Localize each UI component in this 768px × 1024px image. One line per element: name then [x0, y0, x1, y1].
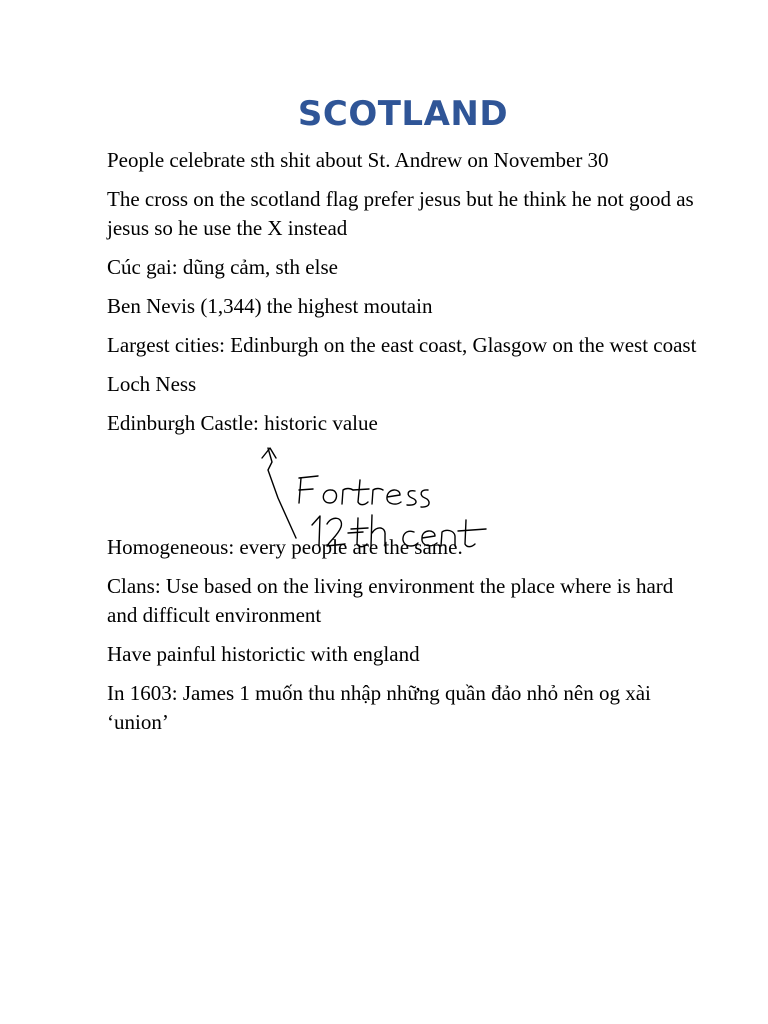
document-body [107, 146, 707, 747]
paragraph-flag-cross: The cross on the scotland flag prefer jesus but he think he not good as jesus so he use the X instead [107, 187, 694, 240]
document-title: SCOTLAND [297, 94, 509, 134]
paragraph-1603-union: In 1603: James 1 muốn thu nhập những quần đảo nhỏ nên og xài ‘union’ [107, 681, 651, 734]
paragraph-edinburgh-castle: Edinburgh Castle: historic value [107, 411, 378, 435]
paragraph-homogeneous: Homogeneous: every people are the same. [107, 535, 463, 559]
handwriting-space [107, 448, 707, 533]
paragraph-clans: Clans: Use based on the living environment the place where is hard and difficult environment [107, 574, 674, 627]
paragraph-thistle: Cúc gai: dũng cảm, sth else [107, 255, 338, 279]
paragraph-loch-ness: Loch Ness [107, 372, 197, 396]
paragraph-ben-nevis: Ben Nevis (1,344) the highest moutain [107, 294, 433, 318]
paragraph-england-history: Have painful historictic with england [107, 642, 420, 666]
paragraph-st-andrew: People celebrate sth shit about St. Andrew on November 30 [107, 148, 609, 172]
paragraph-largest-cities: Largest cities: Edinburgh on the east coast, Glasgow on the west coast [107, 333, 697, 357]
